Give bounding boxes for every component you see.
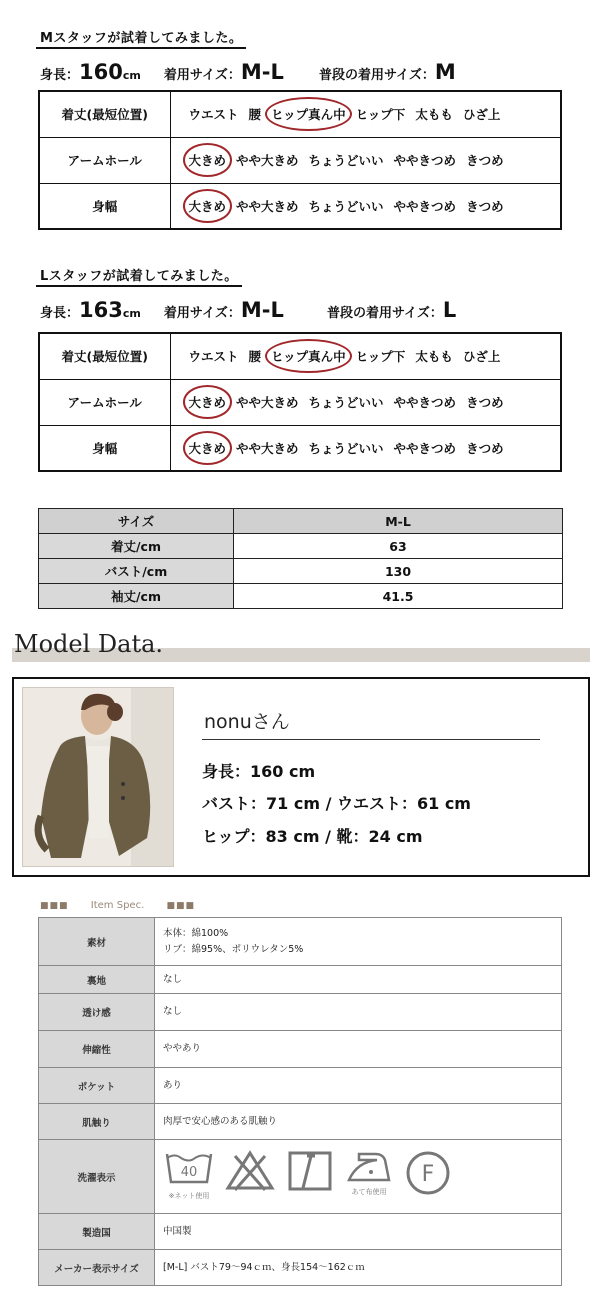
spec-key: 透け感 [39, 994, 155, 1031]
fit-option: ちょうどいい [308, 395, 384, 410]
height-label: 身長： [40, 306, 80, 321]
item-spec-table [38, 917, 562, 1286]
spec-value-line: [M-L] バスト79～94ｃｍ、身長154～162ｃｍ [163, 1261, 365, 1273]
wash-note: ※ネット使用 [168, 1191, 210, 1200]
table-row [39, 1214, 562, 1250]
selected-fit-option: 大きめ [188, 440, 227, 456]
spec-value-line: なし [163, 973, 183, 985]
fit-option: きつめ [466, 153, 504, 168]
fit-row-options [170, 425, 561, 471]
fit-option: ヒップ下 [355, 107, 406, 123]
model-data-heading: Model Data. [14, 630, 164, 658]
fit-row-options [170, 183, 561, 229]
fit-option: ウエスト [188, 107, 239, 123]
spec-key: 肌触り [39, 1104, 155, 1140]
spec-value-line: あり [163, 1079, 183, 1091]
spec-key: 裏地 [39, 966, 155, 994]
usual-size-label: 普段の着用サイズ： [326, 306, 443, 321]
size-table [38, 508, 563, 609]
table-row [39, 1068, 562, 1104]
fit-option: ややきつめ [393, 198, 457, 214]
dry-clean-symbol [405, 1150, 451, 1196]
spec-value [155, 1140, 562, 1214]
spec-key: ポケット [39, 1068, 155, 1104]
model-hip-shoes: ヒップ：83 cm / 靴：24 cm [202, 827, 423, 846]
fit-option: やや大きめ [236, 395, 299, 410]
fit-option: 太もも [415, 349, 453, 365]
table-row [39, 584, 563, 609]
fit-row-options [170, 91, 561, 137]
model-data-box [12, 677, 590, 877]
table-row [39, 559, 563, 584]
spec-value-line: リブ：綿95%、ポリウレタン5% [163, 943, 304, 955]
fit-option: きつめ [466, 440, 504, 456]
table-row [39, 379, 561, 425]
model-height: 身長：160 cm [202, 762, 316, 781]
fit-option: ひざ上 [462, 349, 501, 365]
m-staff-header [40, 60, 456, 84]
selected-fit-option: 大きめ [188, 153, 227, 168]
model-divider [202, 739, 540, 740]
size-row-key: バスト/cm [39, 559, 234, 584]
spec-value [155, 1104, 562, 1140]
fit-option: ややきつめ [393, 440, 457, 456]
fit-option: ちょうどいい [308, 440, 384, 456]
selected-fit-option: ヒップ真ん中 [271, 349, 346, 365]
model-photo [22, 687, 174, 867]
l-staff-header [40, 298, 456, 322]
fit-option: やや大きめ [236, 153, 299, 168]
spec-key: 洗濯表示 [39, 1140, 155, 1214]
height-value: 163 [79, 298, 123, 322]
wear-size-value: M-L [240, 298, 284, 322]
size-header-key: サイズ [39, 509, 234, 534]
table-row [39, 425, 561, 471]
fit-option: やや大きめ [236, 198, 299, 214]
fit-row-options [170, 379, 561, 425]
table-row [39, 1104, 562, 1140]
table-row [39, 1140, 562, 1214]
fit-row-label: 身幅 [39, 183, 170, 229]
fit-row-options [170, 137, 561, 183]
model-name: nonuさん [204, 711, 290, 733]
fit-option: 太もも [415, 107, 453, 123]
wear-size-value: M-L [240, 60, 284, 84]
spec-value [155, 1031, 562, 1068]
table-row [39, 918, 562, 966]
spec-key: メーカー表示サイズ [39, 1250, 155, 1286]
table-row [39, 1031, 562, 1068]
fit-option: 腰 [248, 107, 262, 123]
spec-value-line: 肉厚で安心感のある肌触り [163, 1115, 278, 1127]
care-symbols [163, 1150, 561, 1204]
wear-size-label: 着用サイズ： [163, 306, 241, 321]
spec-value-line: 中国製 [163, 1225, 192, 1237]
spec-value [155, 1214, 562, 1250]
size-table-header [39, 509, 563, 534]
fit-row-label: アームホール [39, 137, 170, 183]
size-row-value: 41.5 [234, 584, 563, 609]
size-header-value: M-L [234, 509, 563, 534]
decor-squares: ■■■ [166, 901, 196, 911]
selected-fit-option: ヒップ真ん中 [271, 107, 346, 123]
fit-row-label: アームホール [39, 379, 170, 425]
usual-size-value: M [434, 60, 456, 84]
spec-value [155, 966, 562, 994]
table-row [39, 1250, 562, 1286]
spec-value [155, 1068, 562, 1104]
fit-option: ちょうどいい [308, 153, 384, 168]
fit-row-options [170, 333, 561, 379]
table-row [39, 183, 561, 229]
l-staff-title: Lスタッフが試着してみました。 [40, 265, 238, 284]
dry-symbol-icon [287, 1150, 333, 1192]
fit-option: きつめ [466, 395, 504, 410]
spec-value [155, 1250, 562, 1286]
spec-value-line: なし [163, 1006, 183, 1017]
spec-value [155, 918, 562, 966]
size-row-value: 63 [234, 534, 563, 559]
no-bleach-icon [225, 1150, 275, 1192]
height-label: 身長： [40, 68, 80, 83]
height-value: 160 [79, 60, 123, 84]
item-spec-heading [40, 900, 195, 911]
table-row [39, 333, 561, 379]
fit-row-label: 着丈(最短位置) [39, 333, 170, 379]
iron-note: あて布使用 [351, 1187, 387, 1196]
height-unit: cm [122, 69, 141, 82]
decor-squares: ■■■ [40, 901, 69, 911]
fit-option: ひざ上 [462, 107, 501, 123]
spec-key: 製造国 [39, 1214, 155, 1250]
table-row [39, 994, 562, 1031]
item-spec-title: Item Spec. [90, 900, 145, 911]
table-row [39, 137, 561, 183]
spec-key: 伸縮性 [39, 1031, 155, 1068]
wash-temp: 40 [180, 1164, 198, 1180]
spec-value-line: ややあり [163, 1043, 202, 1054]
size-row-key: 着丈/cm [39, 534, 234, 559]
model-bust-waist: バスト：71 cm / ウエスト：61 cm [202, 794, 471, 813]
size-row-key: 袖丈/cm [39, 584, 234, 609]
wash-symbol [165, 1150, 213, 1204]
m-staff-title: Mスタッフが試着してみました。 [40, 27, 242, 46]
l-staff-fit-table [38, 332, 562, 472]
selected-fit-option: 大きめ [188, 198, 227, 214]
table-row [39, 534, 563, 559]
spec-value-line: 本体：綿100% [163, 927, 229, 939]
fit-option: ちょうどいい [308, 198, 384, 214]
spec-key: 素材 [39, 918, 155, 966]
fit-row-label: 身幅 [39, 425, 170, 471]
usual-size-value: L [442, 298, 457, 322]
m-staff-fit-table [38, 90, 562, 230]
size-row-value: 130 [234, 559, 563, 584]
table-row [39, 966, 562, 994]
usual-size-label: 普段の着用サイズ： [318, 68, 435, 83]
table-row [39, 91, 561, 137]
spec-value [155, 994, 562, 1031]
dry-clean-letter: F [421, 1161, 435, 1187]
fit-option: 腰 [248, 349, 262, 365]
fit-option: ややきつめ [393, 395, 457, 410]
fit-option: きつめ [466, 198, 504, 214]
wear-size-label: 着用サイズ： [163, 68, 241, 83]
fit-option: ややきつめ [393, 153, 457, 168]
fit-option: ウエスト [188, 349, 239, 365]
selected-fit-option: 大きめ [188, 395, 227, 410]
fit-row-label: 着丈(最短位置) [39, 91, 170, 137]
height-unit: cm [122, 307, 141, 320]
iron-symbol [345, 1150, 393, 1200]
fit-option: やや大きめ [236, 440, 299, 456]
fit-option: ヒップ下 [355, 349, 406, 365]
